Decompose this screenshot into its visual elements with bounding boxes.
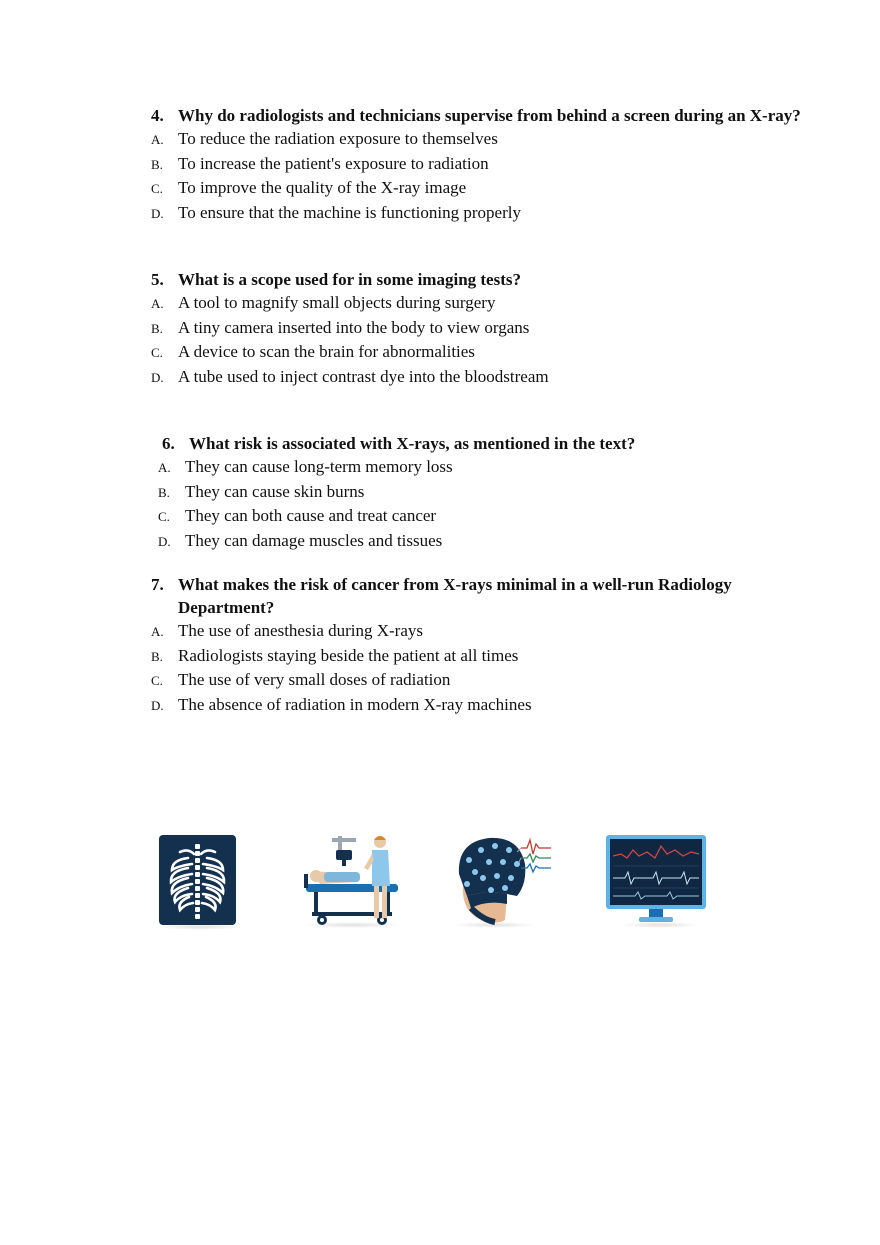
question-number: 4. [151, 106, 164, 125]
question-text: What makes the risk of cancer from X-rays minimal in a well-run Radiology Department? [178, 575, 732, 617]
option-text: A device to scan the brain for abnormalities [178, 342, 475, 361]
option-letter: C. [151, 673, 163, 688]
question-number: 5. [151, 270, 164, 289]
option-d[interactable] [151, 693, 811, 718]
option-text: To ensure that the machine is functioning properly [178, 202, 521, 222]
ecg-monitor-icon [605, 834, 707, 926]
option-letter: B. [151, 648, 163, 664]
option-c[interactable] [151, 668, 811, 693]
option-a[interactable] [151, 291, 811, 316]
option-letter: C. [158, 509, 170, 524]
option-letter: D. [151, 697, 164, 713]
question-heading [151, 104, 811, 127]
question-text: What is a scope used for in some imaging tests? [178, 270, 521, 289]
option-letter: A. [151, 624, 164, 639]
option-text: They can damage muscles and tissues [185, 530, 443, 550]
option-text: To reduce the radiation exposure to themselves [178, 129, 498, 148]
option-c[interactable] [158, 504, 818, 529]
question-heading [158, 432, 818, 455]
option-text: Radiologists staying beside the patient at all times [178, 645, 519, 665]
question-number: 7. [151, 575, 164, 594]
option-text: The absence of radiation in modern X-ray machines [178, 694, 532, 714]
chest-xray-icon [158, 834, 238, 926]
option-c[interactable] [151, 176, 811, 201]
question-4 [151, 104, 811, 225]
option-text: They can cause skin burns [185, 481, 365, 501]
option-text: A tiny camera inserted into the body to view organs [178, 317, 530, 337]
option-text: They can both cause and treat cancer [185, 506, 437, 525]
option-letter: A. [151, 132, 164, 147]
option-text: The use of very small doses of radiation [178, 670, 451, 689]
question-text: What risk is associated with X-rays, as mentioned in the text? [189, 434, 636, 453]
option-letter: D. [151, 205, 164, 221]
eeg-cap-icon [455, 834, 555, 926]
option-c[interactable] [151, 340, 811, 365]
option-d[interactable] [158, 529, 818, 554]
option-a[interactable] [151, 127, 811, 152]
option-text: A tube used to inject contrast dye into the bloodstream [178, 366, 549, 386]
option-letter: D. [151, 369, 164, 385]
option-a[interactable] [151, 619, 811, 644]
question-7 [151, 573, 811, 717]
question-text: Why do radiologists and technicians supervise from behind a screen during an X-ray? [178, 106, 801, 125]
option-letter: B. [158, 484, 170, 500]
option-letter: D. [158, 533, 171, 549]
option-letter: A. [151, 296, 164, 311]
option-text: A tool to magnify small objects during surgery [178, 293, 496, 312]
option-b[interactable] [151, 152, 811, 177]
option-b[interactable] [151, 316, 811, 341]
option-d[interactable] [151, 201, 811, 226]
option-text: To improve the quality of the X-ray image [178, 178, 467, 197]
option-b[interactable] [151, 644, 811, 669]
option-a[interactable] [158, 455, 818, 480]
option-text: To increase the patient's exposure to radiation [178, 153, 489, 173]
question-heading [151, 573, 811, 619]
question-5 [151, 268, 811, 389]
option-letter: A. [158, 460, 171, 475]
option-text: The use of anesthesia during X-rays [178, 621, 424, 640]
option-text: They can cause long-term memory loss [185, 457, 453, 476]
question-6 [158, 432, 818, 553]
option-b[interactable] [158, 480, 818, 505]
option-d[interactable] [151, 365, 811, 390]
question-heading [151, 268, 811, 291]
question-number: 6. [162, 434, 175, 453]
option-letter: C. [151, 345, 163, 360]
patient-scan-icon [302, 834, 402, 926]
option-letter: C. [151, 181, 163, 196]
option-letter: B. [151, 320, 163, 336]
option-letter: B. [151, 156, 163, 172]
